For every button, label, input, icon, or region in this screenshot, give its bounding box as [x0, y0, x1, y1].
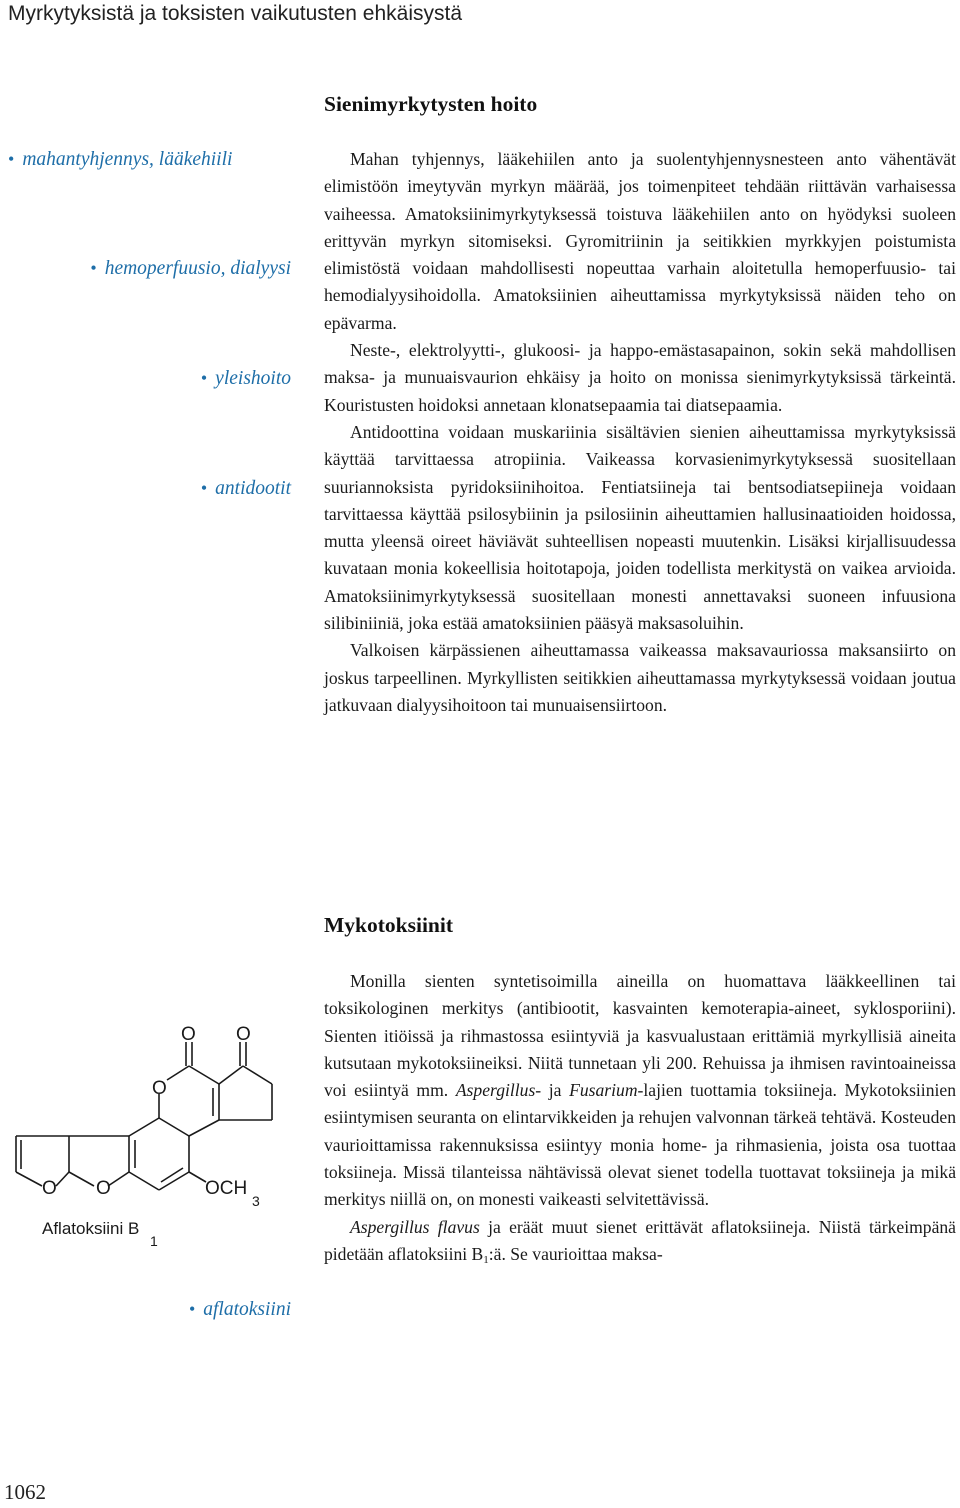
genus-name: Aspergillus- [455, 1080, 542, 1101]
bullet-icon: • [200, 368, 208, 388]
side-note-mahantyhjennys [8, 149, 232, 171]
text-run: Monilla sienten syntetisoimilla aineilla on huomattava lääkkeellinen tai toksikologinen merkitys (antibiootit, kasvainten kemoterapia-aineet, syklosporiini). Sienten itiöissä ja rihmastossa esiintyviä ja kasvualustaan erittämiä myrkyllisiä aineita kutsutaan mykotoksiineiksi. Niitä tunnetaan yli 200. Rehuissa ja ihmisen ravintoaineissa voi esiintyä mm. [324, 971, 956, 1101]
figure-caption: Aflatoksiini B [42, 1219, 140, 1238]
bullet-icon: • [8, 149, 15, 169]
side-note-label: mahantyhjennys, lääkehiili [22, 149, 233, 170]
side-note-label: hemoperfuusio, dialyysi [104, 258, 291, 279]
atom-label: O [236, 1024, 251, 1045]
atom-label: OCH [205, 1178, 248, 1199]
side-note-label: aflatoksiini [203, 1299, 291, 1320]
paragraph: Antidoottina voidaan muskariinia sisältävien sienien aiheuttamissa myrkytyksissä käyttää tarvittaessa atropiinia. Vaikeassa korvasienimyrkytyksessä suositellaan suuriannoksista pyridoksiinihoitoa. Fentiatsiineja tai bentsodiatsepiineja voidaan tarvittaessa käyttää psilosybiinin ja psilosiinin aiheuttamien hallusinaatioiden hoidossa, mutta yleensä oireet häviävät suhteellisen nopeasti muutenkin. Lisäksi kirjallisuudessa kuvataan monia kokeellisia hoitotapoja, joiden todellista merkitystä on vaikea arvioida. Amatoksiinimyrkytyksessä suositellaan monesti annettavaksi suoneen infuusiona silibiniiniä, joka estää amatoksiinien pääsyä maksasoluihin. [324, 421, 956, 634]
atom-label: O [42, 1178, 57, 1199]
section-title-sienimyrkytysten-hoito: Sienimyrkytysten hoito [324, 92, 538, 116]
side-note-antidootit [201, 478, 291, 500]
bullet-icon: • [90, 258, 97, 278]
side-note-hemoperfuusio [90, 258, 291, 280]
side-note-yleishoito [201, 368, 291, 390]
paragraph [324, 968, 956, 1214]
subscript: 1 [483, 1253, 489, 1266]
atom-label-subscript: 3 [252, 1193, 260, 1209]
paragraph: Mahan tyhjennys, lääkehiilen anto ja suolentyhjennysnesteen anto vähentävät elimistöön imeytyvän myrkyn määrää, jos toimenpiteet tehdään riittävän varhaisessa vaiheessa. Amatoksiinimyrkytyksessä toistuva lääkehiilen anto on hyödyksi suoleen erittyvän myrkyn sitomiseksi. Gyromitriinin ja seitikkien myrkkyjen poistumista elimistöstä voidaan mahdollisesti nopeuttaa varhain aloitetulla hemoperfuusio- tai hemodialyysihoidolla. Amatoksiinien aiheuttamissa myrkytyksissä näiden teho on epävarma. [324, 149, 956, 333]
side-note-aflatoksiini [189, 1299, 291, 1321]
section1-body [324, 146, 956, 719]
paragraph: Valkoisen kärpässienen aiheuttamassa vaikeassa maksavauriossa maksansiirto on joskus tarpeellinen. Myrkyllisten seitikkien aiheuttamassa myrkytyksessä voidaan joutua jatkuvaan dialyysihoitoon tai munuaisensiirtoon. [324, 640, 956, 715]
figure-caption-subscript: 1 [150, 1233, 158, 1249]
section-title-mykotoksiinit: Mykotoksiinit [324, 913, 454, 937]
atom-label: O [181, 1024, 196, 1045]
page-number: 1062 [4, 1480, 46, 1504]
text-run: ja eräät muut sienet erittävät aflatoksiineja. Niistä tärkeimpänä pidetään aflatoksiini B [324, 1216, 956, 1264]
paragraph: Neste-, elektrolyytti-, glukoosi- ja happo-emästasapainon, sokin sekä mahdollisen maksa- ja munuaisvaurion ehkäisy ja hoito on monissa sienimyrkytyksissä tärkeintä. Kouristusten hoidoksi annetaan klonatsepaamia tai diatsepaamia. [324, 340, 956, 415]
paragraph [324, 1214, 956, 1275]
bullet-icon: • [200, 478, 208, 498]
bullet-icon: • [188, 1299, 196, 1319]
aflatoxin-b1-structure [4, 1022, 304, 1262]
atom-label: O [152, 1078, 167, 1099]
species-name: Aspergillus flavus [350, 1216, 480, 1237]
atom-label: O [96, 1178, 111, 1199]
section2-body [324, 968, 956, 1274]
text-run: ja [541, 1080, 570, 1101]
genus-name: Fusarium [569, 1080, 638, 1101]
side-note-label: yleishoito [215, 368, 291, 389]
side-note-label: antidootit [215, 478, 291, 499]
text-run: -lajien tuottamia toksiineja. Mykotoksiinien esiintymisen seuranta on elintarvikkeiden ja rehujen valvonnan tärkeä tehtävä. Kosteuden vaurioittamissa rakennuksissa esiintyy monia home- ja rihmasienia, joista osa tuottaa toksiineja. Missä tilanteissa nähtävissä olevat sienet todella tuottavat toksiineja ja mikä merkitys niillä on, on monesti vaikeasti selvitettävissä. [324, 1080, 956, 1210]
text-run: :ä. Se vaurioittaa maksa- [488, 1243, 663, 1264]
running-head: Myrkytyksistä ja toksisten vaikutusten ehkäisystä [8, 2, 463, 25]
